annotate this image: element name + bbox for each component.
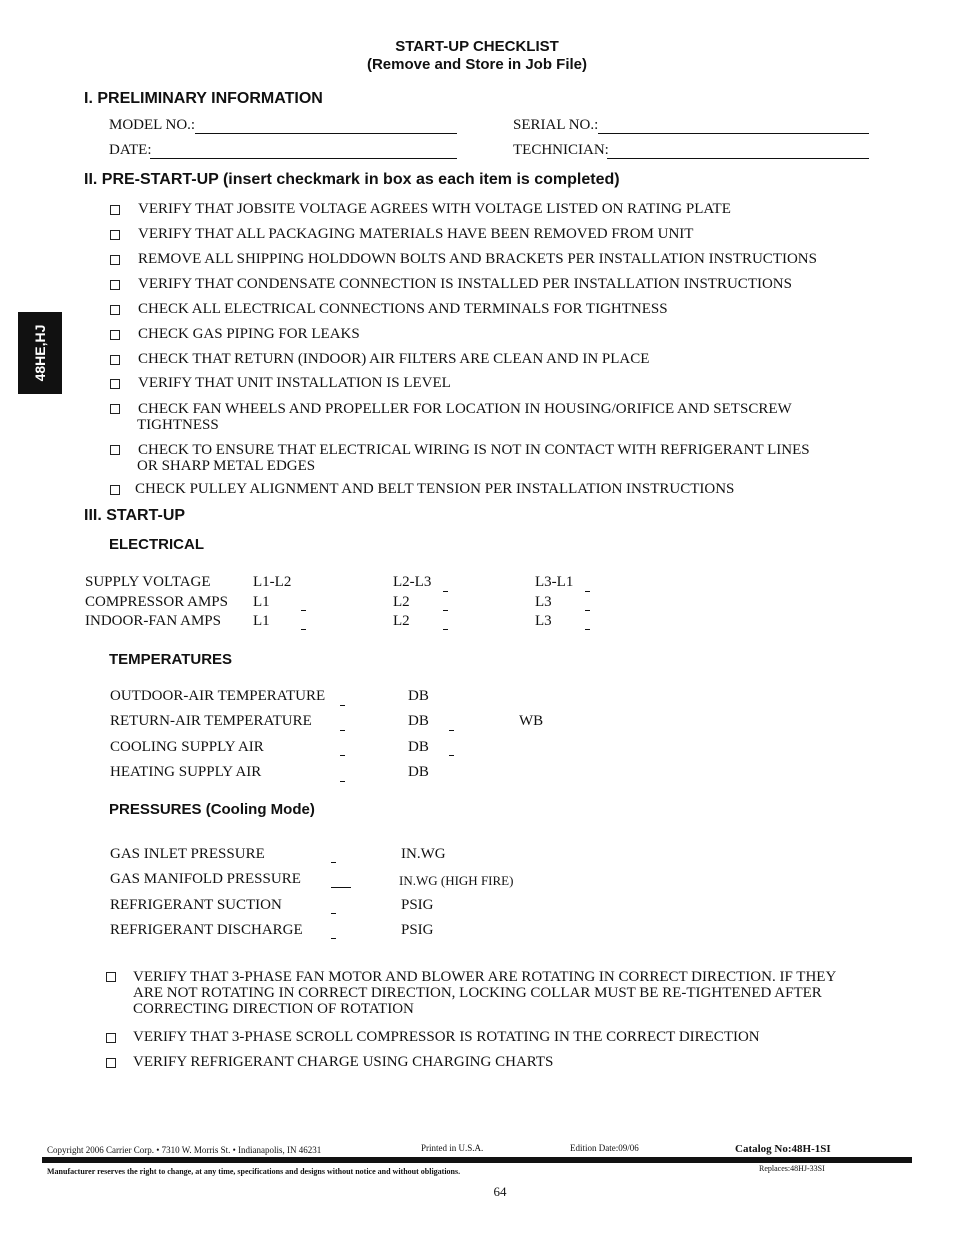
electrical-row-1-c3: L3-L1: [535, 574, 574, 590]
prestart-item-9: CHECK FAN WHEELS AND PROPELLER FOR LOCATION IN HOUSING/ORIFICE AND SETSCREW TIGHTNESS: [137, 401, 792, 433]
verify-item-1: VERIFY THAT 3-PHASE FAN MOTOR AND BLOWER ARE ROTATING IN CORRECT DIRECTION. IF THEY ARE NOT ROTATING IN CORRECT DIRECTION, LOCKING COLLAR MUST BE RE-TIGHTENED AFTER CORRECTING DIRECTION OF ROTATION: [133, 969, 836, 1017]
temp-row-4-field[interactable]: [340, 781, 345, 782]
electrical-row-1-c2-field[interactable]: [443, 591, 448, 592]
section-1-heading: I. PRELIMINARY INFORMATION: [84, 90, 323, 107]
prestart-item-7: CHECK THAT RETURN (INDOOR) AIR FILTERS ARE CLEAN AND IN PLACE: [138, 351, 650, 367]
electrical-row-2-c3: L3: [535, 594, 552, 610]
electrical-row-1-c3-field[interactable]: [585, 591, 590, 592]
electrical-row-2-c1: L1: [253, 594, 270, 610]
prestart-item-5: CHECK ALL ELECTRICAL CONNECTIONS AND TERMINALS FOR TIGHTNESS: [138, 301, 668, 317]
temp-row-4-label: HEATING SUPPLY AIR: [110, 764, 262, 780]
electrical-row-3-c2: L2: [393, 613, 410, 629]
pressure-row-4-field[interactable]: [331, 938, 336, 939]
pressure-row-3-unit: PSIG: [401, 897, 434, 913]
prestart-item-11: CHECK PULLEY ALIGNMENT AND BELT TENSION PER INSTALLATION INSTRUCTIONS: [135, 481, 735, 497]
electrical-row-3-label: INDOOR-FAN AMPS: [85, 613, 221, 629]
checkbox-verify-2[interactable]: [106, 1033, 116, 1043]
prestart-item-2: VERIFY THAT ALL PACKAGING MATERIALS HAVE BEEN REMOVED FROM UNIT: [138, 226, 694, 242]
electrical-row-2-c1-field[interactable]: [301, 610, 306, 611]
temp-row-3-field[interactable]: [340, 755, 345, 756]
prestart-item-1: VERIFY THAT JOBSITE VOLTAGE AGREES WITH VOLTAGE LISTED ON RATING PLATE: [138, 201, 731, 217]
technician-field[interactable]: [607, 158, 869, 159]
temp-row-3-wb-field[interactable]: [449, 755, 454, 756]
electrical-row-3-c1: L1: [253, 613, 270, 629]
prestart-item-3: REMOVE ALL SHIPPING HOLDDOWN BOLTS AND BRACKETS PER INSTALLATION INSTRUCTIONS: [138, 251, 817, 267]
electrical-row-3-c3: L3: [535, 613, 552, 629]
electrical-row-1-label: SUPPLY VOLTAGE: [85, 574, 211, 590]
footer-disclaimer: Manufacturer reserves the right to change, at any time, specifications and designs without notice and without obligations.: [47, 1167, 461, 1176]
pressure-row-2-label: GAS MANIFOLD PRESSURE: [110, 871, 301, 887]
checkbox-prestart-3[interactable]: [110, 255, 120, 265]
verify-item-2: VERIFY THAT 3-PHASE SCROLL COMPRESSOR IS ROTATING IN THE CORRECT DIRECTION: [133, 1029, 760, 1045]
electrical-row-2-c2-field[interactable]: [443, 610, 448, 611]
page-title: START-UP CHECKLIST: [395, 38, 559, 55]
pressure-row-1-label: GAS INLET PRESSURE: [110, 846, 265, 862]
temp-row-1-unit: DB: [408, 688, 429, 704]
checkbox-prestart-10[interactable]: [110, 445, 120, 455]
temperatures-heading: TEMPERATURES: [109, 651, 233, 668]
temp-row-2-field[interactable]: [340, 730, 345, 731]
pressure-row-1-unit: IN.WG: [401, 846, 446, 862]
pressure-row-3-label: REFRIGERANT SUCTION: [110, 897, 282, 913]
temp-row-1-field[interactable]: [340, 705, 345, 706]
electrical-row-3-c3-field[interactable]: [585, 629, 590, 630]
temp-row-1-label: OUTDOOR-AIR TEMPERATURE: [110, 688, 326, 704]
prestart-item-10: CHECK TO ENSURE THAT ELECTRICAL WIRING IS NOT IN CONTACT WITH REFRIGERANT LINES OR SHARP METAL EDGES: [137, 442, 810, 474]
pressure-row-1-field[interactable]: [331, 862, 336, 863]
prestart-item-8: VERIFY THAT UNIT INSTALLATION IS LEVEL: [138, 375, 451, 391]
page-number: 64: [493, 1184, 507, 1199]
serial-label: SERIAL NO.:: [513, 117, 599, 133]
model-label: MODEL NO.:: [109, 117, 196, 133]
footer-copyright: Copyright 2006 Carrier Corp. • 7310 W. Morris St. • Indianapolis, IN 46231: [47, 1145, 322, 1155]
date-field[interactable]: [150, 158, 457, 159]
checkbox-prestart-2[interactable]: [110, 230, 120, 240]
footer-catalog: Catalog No:48H-1SI: [735, 1143, 831, 1155]
serial-field[interactable]: [598, 133, 869, 134]
checkbox-prestart-11[interactable]: [110, 485, 120, 495]
checkbox-prestart-9[interactable]: [110, 404, 120, 414]
electrical-row-1-c2: L2-L3: [393, 574, 432, 590]
checkbox-prestart-8[interactable]: [110, 379, 120, 389]
pressure-row-3-field[interactable]: [331, 913, 336, 914]
side-tab-label: 48HE,HJ: [32, 324, 48, 382]
section-3-heading: III. START-UP: [84, 507, 186, 524]
temp-row-3-label: COOLING SUPPLY AIR: [110, 739, 264, 755]
temp-row-2-unit: DB: [408, 713, 429, 729]
electrical-row-2-c2: L2: [393, 594, 410, 610]
checkbox-prestart-7[interactable]: [110, 355, 120, 365]
checkbox-prestart-5[interactable]: [110, 305, 120, 315]
electrical-heading: ELECTRICAL: [109, 536, 204, 553]
pressure-row-2-unit: IN.WG (HIGH FIRE): [399, 873, 514, 888]
checkbox-prestart-1[interactable]: [110, 205, 120, 215]
footer-printed: Printed in U.S.A.: [421, 1143, 484, 1153]
temp-row-2-label: RETURN-AIR TEMPERATURE: [110, 713, 312, 729]
pressure-row-4-unit: PSIG: [401, 922, 434, 938]
side-tab: [18, 312, 62, 394]
technician-label: TECHNICIAN:: [513, 142, 609, 158]
footer-replaces: Replaces:48HJ-33SI: [759, 1164, 825, 1173]
checkbox-verify-1[interactable]: [106, 972, 116, 982]
temp-row-2-unit2: WB: [519, 713, 544, 729]
checkbox-prestart-6[interactable]: [110, 330, 120, 340]
temp-row-3-unit: DB: [408, 739, 429, 755]
verify-item-3: VERIFY REFRIGERANT CHARGE USING CHARGING CHARTS: [133, 1054, 554, 1070]
electrical-row-2-label: COMPRESSOR AMPS: [85, 594, 228, 610]
prestart-item-6: CHECK GAS PIPING FOR LEAKS: [138, 326, 360, 342]
electrical-row-3-c2-field[interactable]: [443, 629, 448, 630]
electrical-row-1-c1: L1-L2: [253, 574, 292, 590]
date-label: DATE:: [109, 142, 152, 158]
checkbox-prestart-4[interactable]: [110, 280, 120, 290]
footer-rule: [42, 1157, 912, 1163]
model-field[interactable]: [195, 133, 457, 134]
checkbox-verify-3[interactable]: [106, 1058, 116, 1068]
pressure-row-2-field[interactable]: [331, 887, 351, 888]
section-2-heading: II. PRE-START-UP (insert checkmark in box as each item is completed): [84, 171, 620, 188]
pressure-row-4-label: REFRIGERANT DISCHARGE: [110, 922, 303, 938]
page-subtitle: (Remove and Store in Job File): [366, 56, 588, 73]
prestart-item-4: VERIFY THAT CONDENSATE CONNECTION IS INSTALLED PER INSTALLATION INSTRUCTIONS: [138, 276, 792, 292]
electrical-row-2-c3-field[interactable]: [585, 610, 590, 611]
pressures-heading: PRESSURES (Cooling Mode): [109, 801, 315, 818]
temp-row-2-wb-field[interactable]: [449, 730, 454, 731]
temp-row-4-unit: DB: [408, 764, 429, 780]
footer-edition: Edition Date:09/06: [570, 1143, 639, 1153]
electrical-row-3-c1-field[interactable]: [301, 629, 306, 630]
